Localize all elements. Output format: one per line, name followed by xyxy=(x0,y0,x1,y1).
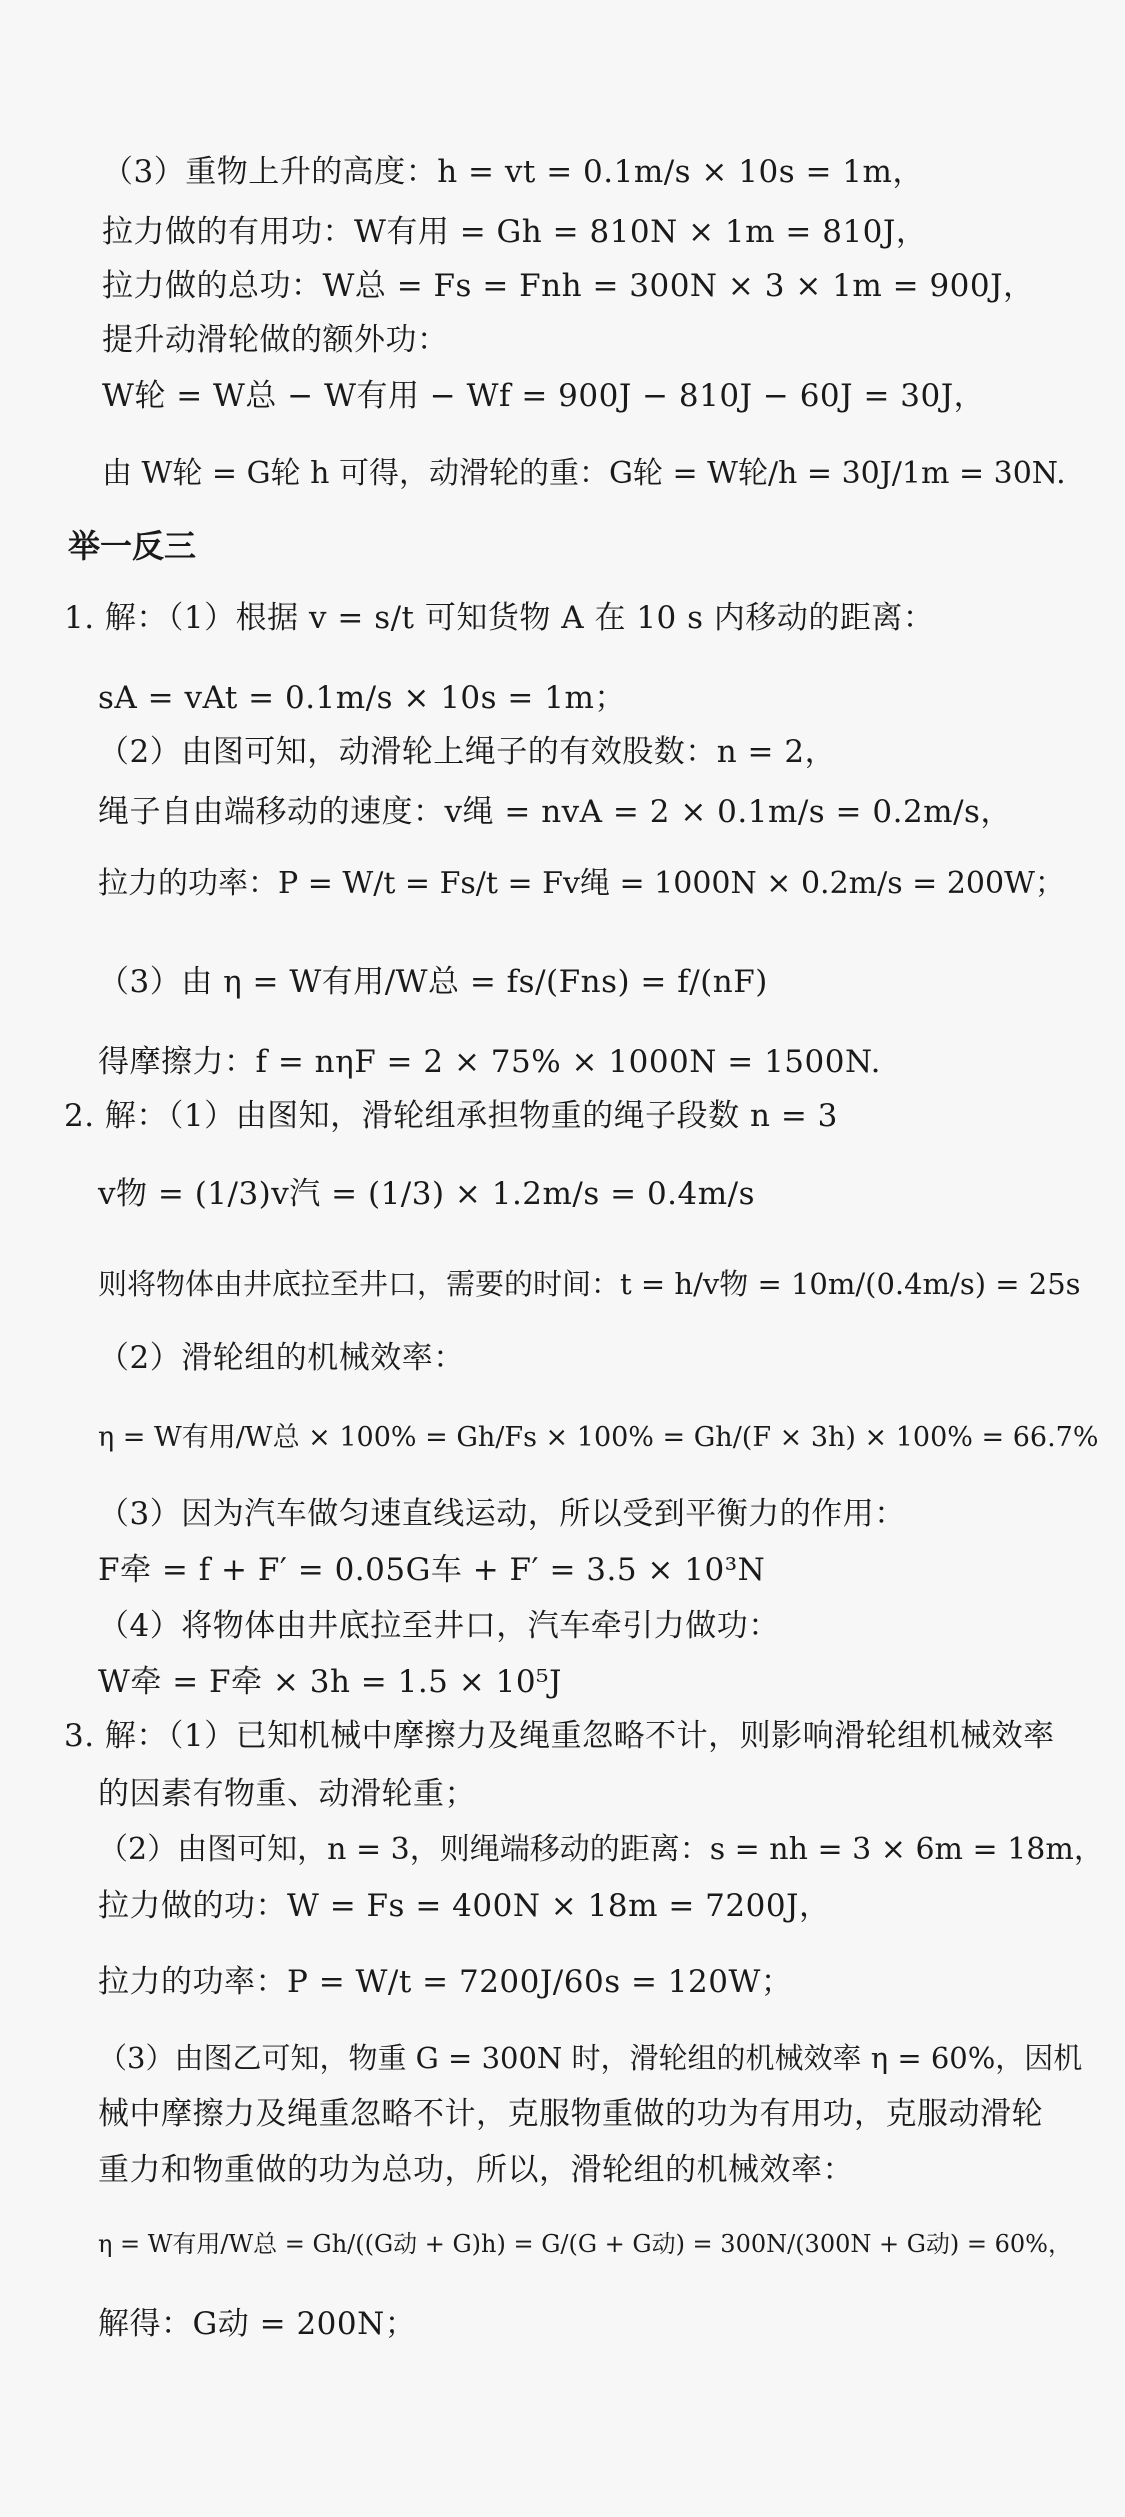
text-line: 3. 解：（1）已知机械中摩擦力及绳重忽略不计，则影响滑轮组机械效率 xyxy=(64,1718,1055,1754)
text-line: W牵 = F牵 × 3h = 1.5 × 10⁵J xyxy=(98,1664,562,1700)
section-heading: 举一反三 xyxy=(68,527,197,565)
text-line: v物 = (1/3)v汽 = (1/3) × 1.2m/s = 0.4m/s xyxy=(98,1176,756,1212)
text-line: 则将物体由井底拉至井口，需要的时间：t = h/v物 = 10m/(0.4m/s) = 25s xyxy=(98,1267,1081,1301)
text-line: 解得：G动 = 200N； xyxy=(98,2306,417,2342)
text-line: （4）将物体由井底拉至井口，汽车牵引力做功： xyxy=(98,1608,780,1644)
text-line: 1. 解：（1）根据 v = s/t 可知货物 A 在 10 s 内移动的距离： xyxy=(64,600,935,636)
text-line: sA = vAt = 0.1m/s × 10s = 1m； xyxy=(98,680,626,716)
text-line: η = W有用/W总 × 100% = Gh/Fs × 100% = Gh/(F × 3h) × 100% = 66.7% xyxy=(98,1422,1099,1453)
text-line: 绳子自由端移动的速度：v绳 = nvA = 2 × 0.1m/s = 0.2m/s， xyxy=(98,794,1012,830)
text-line: 的因素有物重、动滑轮重； xyxy=(98,1776,476,1812)
text-line: 重力和物重做的功为总功，所以，滑轮组的机械效率： xyxy=(98,2152,854,2188)
text-line: 拉力做的有用功：W有用 = Gh = 810N × 1m = 810J， xyxy=(102,214,928,250)
text-line: η = W有用/W总 = Gh/((G动 + G)h) = G/(G + G动) = 300N/(300N + G动) = 60%， xyxy=(98,2230,1072,2258)
text-line: 提升动滑轮做的额外功： xyxy=(102,322,449,358)
text-line: （3）重物上升的高度：h = vt = 0.1m/s × 10s = 1m， xyxy=(102,154,924,190)
text-line: 拉力的功率：P = W/t = Fs/t = Fv绳 = 1000N × 0.2m/s = 200W； xyxy=(98,866,1065,901)
text-line: F牵 = f + F′ = 0.05G车 + F′ = 3.5 × 10³N xyxy=(98,1552,766,1588)
text-line: （2）滑轮组的机械效率： xyxy=(98,1340,465,1376)
text-line: 械中摩擦力及绳重忽略不计，克服物重做的功为有用功，克服动滑轮 xyxy=(98,2096,1043,2132)
text-line: 拉力做的总功：W总 = Fs = Fnh = 300N × 3 × 1m = 900J， xyxy=(102,268,1035,304)
text-line: （2）由图可知，n = 3，则绳端移动的距离：s = nh = 3 × 6m = 18m， xyxy=(98,1832,1104,1867)
text-line: （2）由图可知，动滑轮上绳子的有效股数：n = 2， xyxy=(98,734,837,770)
text-line: （3）由 η = W有用/W总 = fs/(Fns) = f/(nF) xyxy=(98,964,768,1000)
text-line: 拉力的功率：P = W/t = 7200J/60s = 120W； xyxy=(98,1964,793,2000)
text-line: 得摩擦力：f = nηF = 2 × 75% × 1000N = 1500N. xyxy=(98,1044,881,1080)
text-line: 由 W轮 = G轮 h 可得，动滑轮的重：G轮 = W轮/h = 30J/1m = 30N. xyxy=(102,456,1066,491)
text-line: （3）因为汽车做匀速直线运动，所以受到平衡力的作用： xyxy=(98,1496,906,1532)
text-line: 2. 解：（1）由图知，滑轮组承担物重的绳子段数 n = 3 xyxy=(64,1098,838,1134)
text-line: 拉力做的功：W = Fs = 400N × 18m = 7200J， xyxy=(98,1888,831,1924)
text-line: W轮 = W总 − W有用 − Wf = 900J − 810J − 60J = 30J， xyxy=(102,378,986,414)
text-line: （3）由图乙可知，物重 G = 300N 时，滑轮组的机械效率 η = 60%，因机 xyxy=(98,2041,1083,2075)
